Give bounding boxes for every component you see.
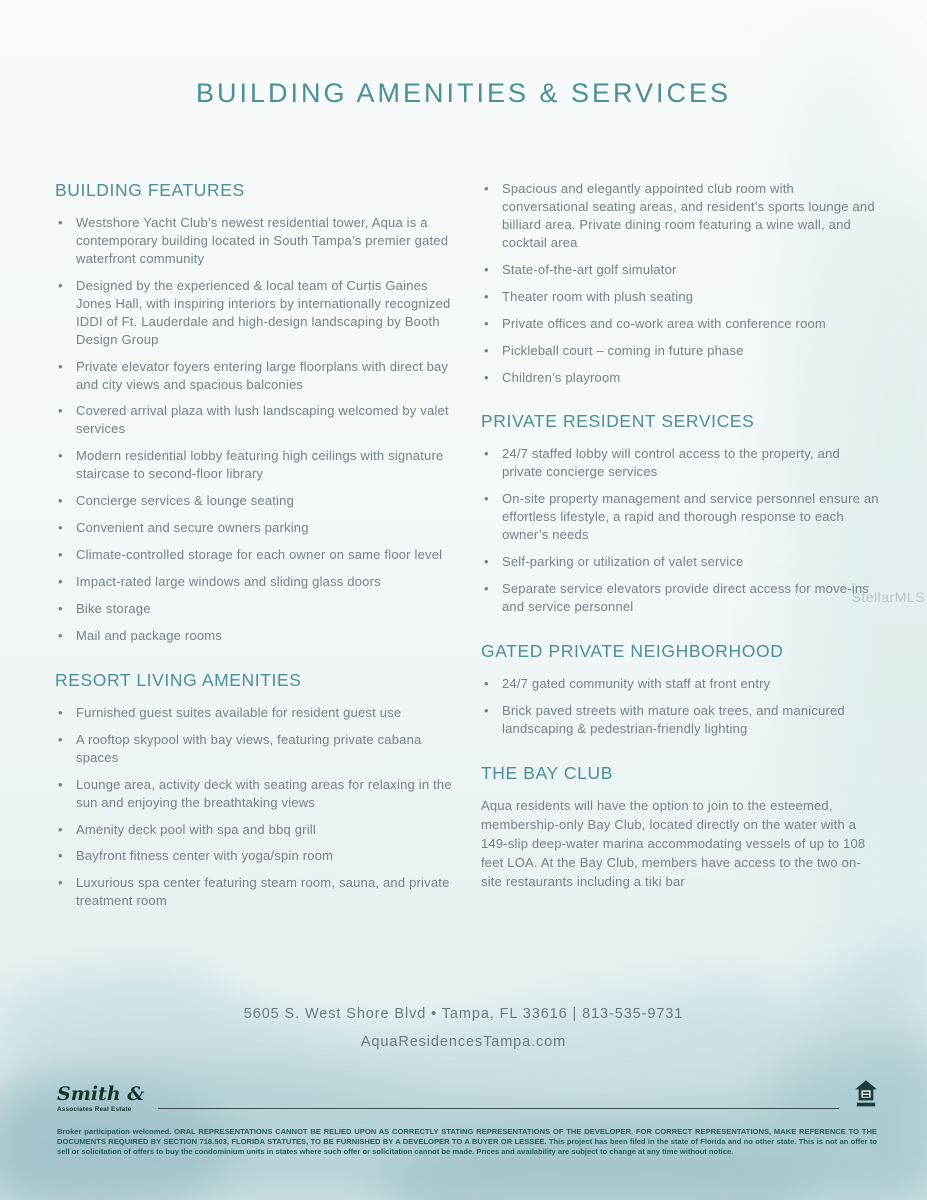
section-the-bay-club xyxy=(481,763,881,892)
section-heading: THE BAY CLUB xyxy=(481,762,614,783)
contact-block xyxy=(0,1006,927,1050)
list-item: • Mail and package rooms xyxy=(55,627,455,645)
list-item: • Designed by the experienced & local team of Curtis Gaines Jones Hall, with inspiring interiors by internationally recognized IDDI of Ft. Lauderdale and high-design landscaping by Booth Design Group xyxy=(55,277,455,349)
bullet-list xyxy=(481,675,881,738)
list-item: • Spacious and elegantly appointed club room with conversational seating areas, and resident’s sports lounge and billiard area. Private dining room featuring a wine wall, and cocktail area xyxy=(481,180,881,252)
list-item: • Pickleball court – coming in future phase xyxy=(481,342,881,360)
equal-housing-opportunity-icon xyxy=(855,1080,877,1113)
legal-disclaimer: Broker participation welcomed. ORAL REPRESENTATIONS CANNOT BE RELIED UPON AS CORRECTLY STATING REPRESENTATIONS OF THE DEVELOPER. FOR CORRECT REPRESENTATIONS, MAKE REFERENCE TO THE DOCUMENTS REQUIRED BY SECTION 718.503, FLORIDA STATUTES, TO BE FURNISHED BY A DEVELOPER TO A BUYER OR LESSEE. This project has been filed in the state of Florida and no other state. This is not an offer to sell or solicitation of offers to buy the condominium units in states where such offer or solicitation cannot be made. Prices and availability are subject to change at any time without notice. xyxy=(57,1126,877,1156)
list-item: • Westshore Yacht Club’s newest residential tower, Aqua is a contemporary building located in South Tampa’s premier gated waterfront community xyxy=(55,214,455,268)
list-item: • Covered arrival plaza with lush landscaping welcomed by valet services xyxy=(55,402,455,438)
section-gated-private-neighborhood xyxy=(481,641,881,738)
section-heading: BUILDING FEATURES xyxy=(55,180,245,200)
list-item: • Brick paved streets with mature oak trees, and manicured landscaping & pedestrian-friendly lighting xyxy=(481,702,881,738)
list-item: • Bayfront fitness center with yoga/spin room xyxy=(55,847,455,865)
list-item: • Luxurious spa center featuring steam room, sauna, and private treatment room xyxy=(55,874,455,910)
list-item: • 24/7 gated community with staff at front entry xyxy=(481,675,881,693)
brokerage-subtitle: Associates Real Estate xyxy=(57,1106,132,1113)
list-item: • Concierge services & lounge seating xyxy=(55,492,455,510)
smith-associates-logo xyxy=(57,1085,144,1113)
section-private-resident-services xyxy=(481,411,881,616)
bullet-list xyxy=(481,445,881,616)
brokerage-bar xyxy=(57,1080,877,1113)
section-heading: PRIVATE RESIDENT SERVICES xyxy=(481,411,755,432)
list-item: • Self-parking or utilization of valet service xyxy=(481,553,881,571)
brokerage-name: Smith & xyxy=(57,1083,145,1105)
list-item: • Convenient and secure owners parking xyxy=(55,519,455,537)
right-column xyxy=(481,180,881,919)
list-item: • Separate service elevators provide direct access for move-ins and service personnel xyxy=(481,580,881,616)
list-item: • A rooftop skypool with bay views, featuring private cabana spaces xyxy=(55,731,455,767)
list-item: • On-site property management and service personnel ensure an effortless lifestyle, a rapid and thorough response to each owner’s needs xyxy=(481,490,881,544)
list-item: • Furnished guest suites available for resident guest use xyxy=(55,704,455,722)
divider-line xyxy=(158,1108,839,1109)
list-item: • Private offices and co-work area with conference room xyxy=(481,315,881,333)
list-item: • Climate-controlled storage for each owner on same floor level xyxy=(55,546,455,564)
two-column-layout xyxy=(55,180,881,919)
list-item: • Private elevator foyers entering large floorplans with direct bay and city views and spacious balconies xyxy=(55,358,455,394)
list-item: • Children’s playroom xyxy=(481,369,881,387)
stellar-mls-watermark: StellarMLS xyxy=(851,589,925,605)
bullet-list xyxy=(55,214,455,645)
section-resort-living-amenities xyxy=(55,670,455,910)
bullet-list xyxy=(481,180,881,386)
section-amenities-continued xyxy=(481,180,881,386)
website-url: AquaResidencesTampa.com xyxy=(360,1034,567,1050)
bullet-list xyxy=(55,704,455,910)
list-item: • Amenity deck pool with spa and bbq grill xyxy=(55,821,455,839)
list-item: • Theater room with plush seating xyxy=(481,288,881,306)
section-building-features xyxy=(55,180,455,645)
address-line: 5605 S. West Shore Blvd • Tampa, FL 33616 | 813-535-9731 xyxy=(243,1006,684,1022)
list-item: • Lounge area, activity deck with seating areas for relaxing in the sun and enjoying the breathtaking views xyxy=(55,776,455,812)
list-item: • State-of-the-art golf simulator xyxy=(481,261,881,279)
list-item: • Impact-rated large windows and sliding glass doors xyxy=(55,573,455,591)
section-heading: RESORT LIVING AMENITIES xyxy=(55,669,302,690)
list-item: • Bike storage xyxy=(55,600,455,618)
left-column xyxy=(55,180,455,919)
section-paragraph: Aqua residents will have the option to join to the esteemed, membership-only Bay Club, located directly on the water with a 149-slip deep-water marina accommodating vessels of up to 108 feet LOA. At the Bay Club, members have access to the two on-site restaurants including a tiki bar xyxy=(481,797,866,889)
list-item: • Modern residential lobby featuring high ceilings with signature staircase to second-floor library xyxy=(55,447,455,483)
page-title: BUILDING AMENITIES & SERVICES xyxy=(195,78,732,108)
list-item: • 24/7 staffed lobby will control access to the property, and private concierge services xyxy=(481,445,881,481)
section-heading: GATED PRIVATE NEIGHBORHOOD xyxy=(481,640,784,661)
